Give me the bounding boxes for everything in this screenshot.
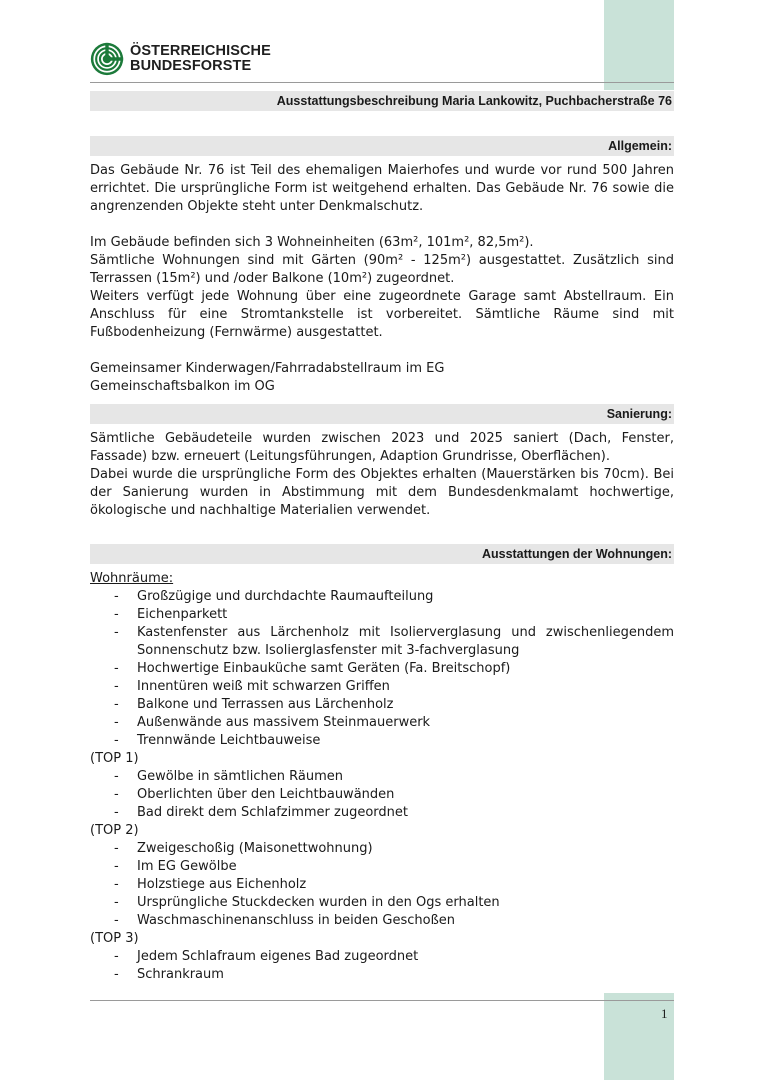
list-item bbox=[90, 696, 674, 714]
list-item bbox=[90, 840, 674, 858]
heading-ausstattung: Ausstattungen der Wohnungen: bbox=[90, 544, 674, 564]
list-item bbox=[90, 786, 674, 804]
top2-list bbox=[90, 840, 674, 930]
list-item-text: Gewölbe in sämtlichen Räumen bbox=[137, 769, 343, 784]
brand-line-2: BUNDESFORSTE bbox=[130, 58, 252, 74]
top2-label: (TOP 2) bbox=[90, 823, 139, 838]
heading-sanierung: Sanierung: bbox=[90, 404, 674, 424]
bullet-dash: - bbox=[114, 877, 119, 892]
paragraph: Gemeinschaftsbalkon im OG bbox=[90, 379, 275, 394]
list-item-text: Bad direkt dem Schlafzimmer zugeordnet bbox=[137, 805, 408, 820]
list-item bbox=[90, 678, 674, 696]
top1-list bbox=[90, 768, 674, 822]
list-item-text: Großzügige und durchdachte Raumaufteilung bbox=[137, 589, 434, 604]
list-item-text: Oberlichten über den Leichtbauwänden bbox=[137, 787, 395, 802]
list-item bbox=[90, 804, 674, 822]
section-sanierung bbox=[90, 430, 674, 520]
bullet-dash: - bbox=[114, 967, 119, 982]
bullet-dash: - bbox=[114, 859, 119, 874]
list-item-text: Innentüren weiß mit schwarzen Griffen bbox=[137, 679, 390, 694]
list-item bbox=[90, 588, 674, 606]
list-item bbox=[90, 660, 674, 678]
list-item-text: Trennwände Leichtbauweise bbox=[137, 733, 321, 748]
wohnraeume-label: Wohnräume: bbox=[90, 571, 174, 586]
footer-rule bbox=[90, 1000, 674, 1001]
decorative-tab-top bbox=[604, 0, 674, 90]
bullet-dash: - bbox=[114, 733, 119, 748]
bullet-dash: - bbox=[114, 787, 119, 802]
heading-allgemein: Allgemein: bbox=[90, 136, 674, 156]
brand-line-1: ÖSTERREICHISCHE bbox=[130, 43, 271, 59]
bullet-dash: - bbox=[114, 805, 119, 820]
list-item-text: Hochwertige Einbauküche samt Geräten (Fa. Breitschopf) bbox=[137, 661, 511, 676]
list-item bbox=[90, 912, 674, 930]
paragraph: Sämtliche Gebäudeteile wurden zwischen 2023 und 2025 saniert (Dach, Fenster, Fassade) bzw. erneuert (Leitungsführungen, Adaption Grundrisse, Oberflächen). bbox=[90, 431, 674, 464]
brand-logo bbox=[90, 42, 271, 76]
bullet-dash: - bbox=[114, 841, 119, 856]
bullet-dash: - bbox=[114, 769, 119, 784]
list-item-text: Jedem Schlafraum eigenes Bad zugeordnet bbox=[137, 949, 419, 964]
paragraph: Dabei wurde die ursprüngliche Form des Objektes erhalten (Mauerstärken bis 70cm). Bei der Sanierung wurden in Abstimmung mit dem Bundesdenkmalamt hochwertige, ökologische und nachhaltige Materialien verwendet. bbox=[90, 467, 674, 518]
bullet-dash: - bbox=[114, 661, 119, 676]
top1-label: (TOP 1) bbox=[90, 751, 139, 766]
bullet-dash: - bbox=[114, 697, 119, 712]
paragraph-gap bbox=[90, 216, 674, 234]
bullet-dash: - bbox=[114, 895, 119, 910]
paragraph: Weiters verfügt jede Wohnung über eine zugeordnete Garage samt Abstellraum. Ein Anschluss für eine Stromtankstelle ist vorbereitet. Sämtliche Räume sind mit Fußbodenheizung (Fernwärme) ausgestattet. bbox=[90, 289, 674, 340]
list-item bbox=[90, 858, 674, 876]
document-body bbox=[90, 91, 674, 984]
paragraph: Das Gebäude Nr. 76 ist Teil des ehemaligen Maierhofes und wurde vor rund 500 Jahren errichtet. Die ursprüngliche Form ist weitgehend erhalten. Das Gebäude Nr. 76 sowie die angrenzenden Objekte steht unter Denkmalschutz. bbox=[90, 163, 674, 214]
top3-list bbox=[90, 948, 674, 984]
bullet-dash: - bbox=[114, 679, 119, 694]
bullet-dash: - bbox=[114, 949, 119, 964]
bullet-dash: - bbox=[114, 625, 119, 640]
bullet-dash: - bbox=[114, 715, 119, 730]
paragraph-gap bbox=[90, 342, 674, 360]
paragraph: Gemeinsamer Kinderwagen/Fahrradabstellraum im EG bbox=[90, 361, 445, 376]
list-item bbox=[90, 606, 674, 624]
general-list bbox=[90, 588, 674, 750]
list-item bbox=[90, 894, 674, 912]
section-ausstattung bbox=[90, 570, 674, 984]
section-allgemein bbox=[90, 162, 674, 396]
list-item bbox=[90, 948, 674, 966]
list-item-text: Schrankraum bbox=[137, 967, 224, 982]
bullet-dash: - bbox=[114, 589, 119, 604]
brand-name bbox=[130, 44, 271, 74]
list-item-text: Im EG Gewölbe bbox=[137, 859, 237, 874]
list-item bbox=[90, 732, 674, 750]
list-item bbox=[90, 876, 674, 894]
list-item bbox=[90, 768, 674, 786]
list-item-text: Ursprüngliche Stuckdecken wurden in den Ogs erhalten bbox=[137, 895, 500, 910]
list-item-text: Eichenparkett bbox=[137, 607, 228, 622]
document-title: Ausstattungsbeschreibung Maria Lankowitz, Puchbacherstraße 76 bbox=[90, 91, 674, 111]
header-rule bbox=[90, 82, 674, 83]
list-item-text: Außenwände aus massivem Steinmauerwerk bbox=[137, 715, 431, 730]
paragraph: Sämtliche Wohnungen sind mit Gärten (90m² - 125m²) ausgestattet. Zusätzlich sind Terrassen (15m²) und /oder Balkone (10m²) zugeordnet. bbox=[90, 253, 674, 286]
list-item-text: Balkone und Terrassen aus Lärchenholz bbox=[137, 697, 394, 712]
list-item bbox=[90, 714, 674, 732]
page-number: 1 bbox=[661, 1006, 668, 1021]
list-item bbox=[90, 966, 674, 984]
list-item-text: Waschmaschinenanschluss in beiden Geschoßen bbox=[137, 913, 455, 928]
list-item-text: Kastenfenster aus Lärchenholz mit Isolierverglasung und zwischenliegendem Sonnenschutz bzw. Isolierglasfenster mit 3-fachverglasung bbox=[137, 625, 674, 658]
paragraph: Im Gebäude befinden sich 3 Wohneinheiten (63m², 101m², 82,5m²). bbox=[90, 235, 534, 250]
logo-mark-icon bbox=[90, 42, 124, 76]
list-item bbox=[90, 624, 674, 660]
list-item-text: Holzstiege aus Eichenholz bbox=[137, 877, 307, 892]
top3-label: (TOP 3) bbox=[90, 931, 139, 946]
bullet-dash: - bbox=[114, 607, 119, 622]
list-item-text: Zweigeschoßig (Maisonettwohnung) bbox=[137, 841, 373, 856]
bullet-dash: - bbox=[114, 913, 119, 928]
